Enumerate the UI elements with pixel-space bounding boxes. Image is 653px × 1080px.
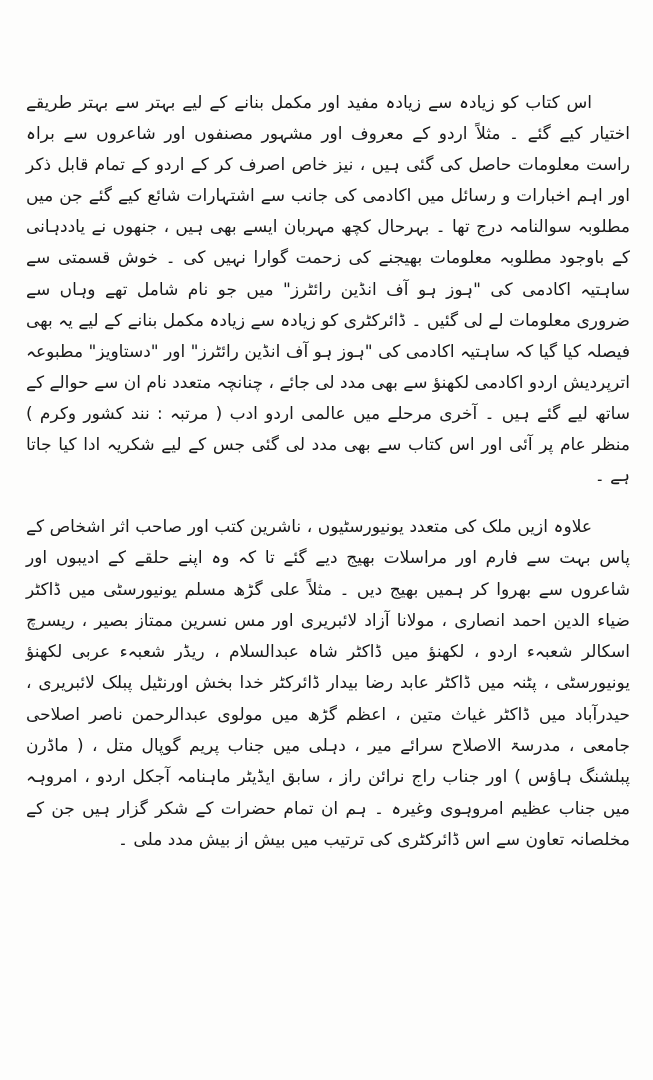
paragraph-2-text: علاوہ ازیں ملک کی متعدد یونیورسٹیوں ، ناشرین کتب اور صاحب اثر اشخاص کے پاس بہت سے فارم اور مراسلات بھیج دیے گئے تا کہ وہ اپنے حلقے کے ادیبوں اور شاعروں سے بھروا کر ہمیں بھیج دیں ۔ مثلاً علی گڑھ مسلم یونیورسٹی میں ڈاکٹر ضیاء الدین احمد انصاری ، مولانا آزاد لائبریری اور مس نسرین ممتاز بصیر ، ریسرچ اسکالر شعبہء اردو ، لکھنؤ میں ڈاکٹر شاہ عبدالسلام ، ریڈر شعبہء عربی لکھنؤ یونیورسٹی ، پٹنہ میں ڈاکٹر عابد رضا بیدار ڈائرکٹر خدا بخش اورنٹیل پبلک لائبریری ، حیدرآباد میں ڈاکٹر غیاث متین ، اعظم گڑھ میں مولوی عبدالرحمن ناصر اصلاحی جامعی ، مدرسۃ الاصلاح سرائے میر ، دہلی میں جناب پریم گوپال متل ، ( ماڈرن پبلشنگ ہاؤس ) اور جناب راج نرائن راز ، سابق ایڈیٹر ماہنامہ آجکل اردو ، امروہہ میں جناب عظیم امروہوی وغیرہ ۔ ہم ان تمام حضرات کے شکر گزار ہیں جن کے مخلصانہ تعاون سے اس ڈائرکٹری کی ترتیب میں بیش از بیش مدد ملی ۔ [26,517,630,850]
paragraph-1-text: اس کتاب کو زیادہ سے زیادہ مفید اور مکمل بنانے کے لیے بہتر سے بہتر طریقے اختیار کیے گئے ۔ مثلاً اردو کے معروف اور مشہور مصنفوں اور شاعروں سے براہ راست معلومات حاصل کی گئی ہیں ، نیز خاص اصرف کر کے اردو کے تمام قابل ذکر اور اہم اخبارات و رسائل میں اکادمی کی جانب سے اشتہارات شائع کیے گئے جن میں مطلوبہ سوالنامہ درج تھا ۔ بہرحال کچھ مہربان ایسے بھی ہیں ، جنھوں نے یاددہانی کے باوجود مطلوبہ معلومات بھیجنے کی زحمت گوارا نہیں کی ۔ خوش قسمتی سے ساہتیہ اکادمی کی "ہوز ہو آف انڈین رائٹرز" میں جو نام شامل تھے وہاں سے ضروری معلومات لے لی گئیں ۔ ڈائرکٹری کو زیادہ سے زیادہ مکمل بنانے کے لیے یہ بھی فیصلہ کیا گیا کہ ساہتیہ اکادمی کی "ہوز ہو آف انڈین رائٹرز" اور "دستاویز" مطبوعہ اترپردیش اردو اکادمی لکھنؤ سے بھی مدد لی جائے ، چنانچہ متعدد نام ان سے حوالے کے ساتھ لیے گئے ہیں ۔ آخری مرحلے میں عالمی اردو ادب ( مرتبہ : نند کشور وکرم ) منظر عام پر آئی اور اس کتاب سے بھی مدد لی گئی جس کے لیے شکریہ ادا کیا جاتا ہے ۔ [26,93,630,487]
paragraph-2 [26,512,630,856]
paragraph-1 [26,88,630,492]
